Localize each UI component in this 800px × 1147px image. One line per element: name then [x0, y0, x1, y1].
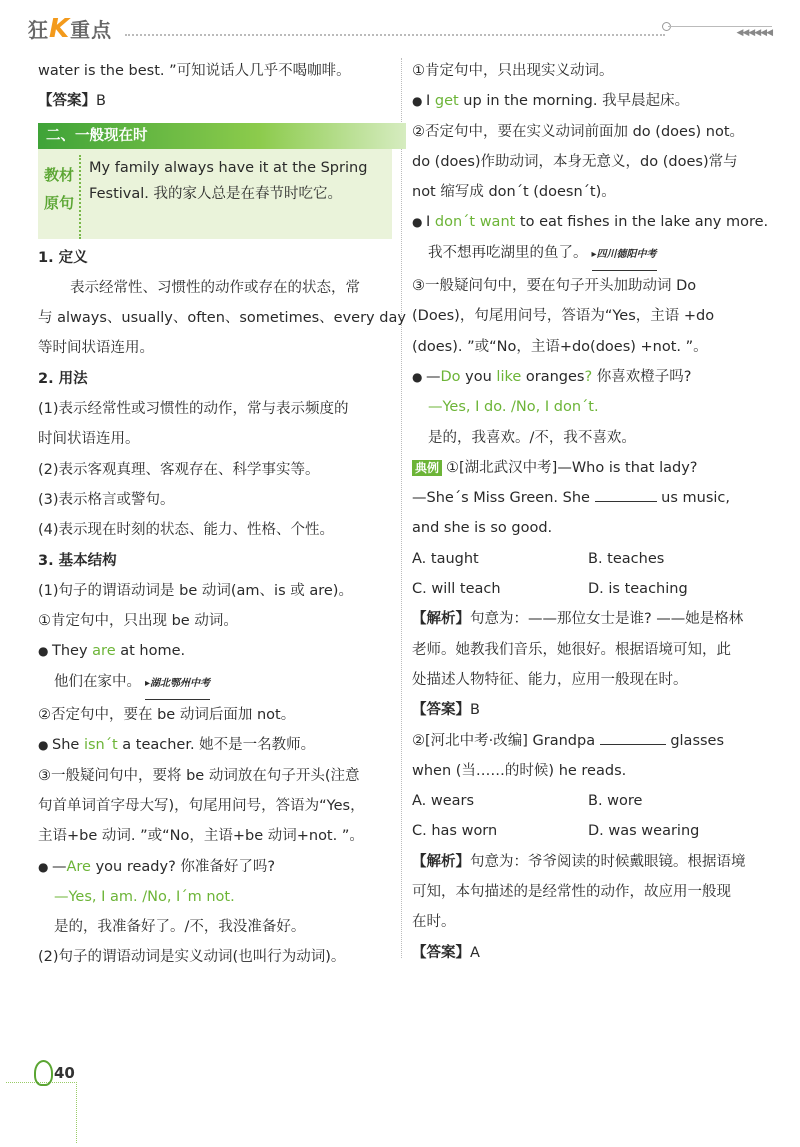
- example-answer: —Yes, I am. /No, I´m not.: [54, 888, 235, 905]
- lightbulb-icon: [34, 1060, 53, 1086]
- text-line: 在时。: [412, 914, 456, 931]
- text-line: (does). ”或“No，主语+do(does) +not. ”。: [412, 338, 708, 355]
- example-line: ● I don´t want to eat fishes in the lake any more.: [412, 207, 764, 237]
- option: A. wears: [412, 793, 475, 810]
- brand-logo: 狂K重点: [28, 14, 113, 44]
- option: C. has worn: [412, 823, 498, 840]
- exercise-1-options-row: [412, 544, 764, 574]
- text-line: (2)句子的谓语动词是实义动词(也叫行为动词)。: [38, 949, 346, 966]
- analysis-line: 【解析】句意为：——那位女士是谁? ——她是格林: [412, 611, 744, 628]
- bullet-icon: ●: [412, 215, 423, 230]
- text-line: 时间状语连用。: [38, 431, 140, 448]
- right-column: [412, 56, 769, 968]
- text-line: do (does)作助动词，本身无意义，do (does)常与: [412, 153, 738, 170]
- page-number: 40: [54, 1064, 75, 1082]
- text-line: water is the best. ”可知说话人几乎不喝咖啡。: [38, 63, 351, 79]
- example-answer: —Yes, I do. /No, I don´t.: [428, 399, 599, 416]
- option: D. is teaching: [588, 581, 688, 598]
- example-translation: 是的，我准备好了。/不，我没准备好。: [54, 919, 306, 936]
- option: B. teaches: [588, 550, 665, 567]
- text-line: 主语+be 动词. ”或“No，主语+be 动词+not. ”。: [38, 828, 364, 845]
- example-line: ● —Do you like oranges? 你喜欢橙子吗?: [412, 362, 764, 392]
- usage-title: 2. 用法: [38, 370, 88, 387]
- bullet-icon: ●: [38, 859, 49, 874]
- exercise-2-question: ②[河北中考·改编] Grandpa glasses: [412, 732, 725, 749]
- text-line: ①肯定句中，只出现实义动词。: [412, 63, 614, 79]
- example-line: ● —Are you ready? 你准备好了吗?: [38, 852, 390, 882]
- bullet-icon: ●: [412, 369, 423, 384]
- example-translation: 是的，我喜欢。/不，我不喜欢。: [428, 429, 636, 446]
- textbook-source-box: [38, 149, 392, 239]
- column-divider: [401, 58, 402, 958]
- text-line: 与 always、usually、often、sometimes、every day: [38, 310, 406, 327]
- option: D. was wearing: [588, 823, 700, 840]
- text-line: not 缩写成 don´t (doesn´t)。: [412, 184, 616, 201]
- header-dotted-rule: [125, 34, 665, 36]
- bullet-icon: ●: [38, 644, 49, 659]
- text-line: (1)表示经常性或习惯性的动作，常与表示频度的: [38, 401, 349, 418]
- exercise-1-blank-line: —She´s Miss Green. She us music,: [412, 490, 730, 507]
- analysis-line: 【解析】句意为：爷爷阅读的时候戴眼镜。根据语境: [412, 853, 746, 870]
- answer-blank: [600, 744, 666, 745]
- definition-title: 1. 定义: [38, 249, 88, 266]
- answer-line: 【答案】B: [38, 93, 106, 110]
- text-line: 老师。她教我们音乐，她很好。根据语境可知，此: [412, 641, 731, 658]
- text-line: and she is so good.: [412, 520, 553, 537]
- text-line: 表示经常性、习惯性的动作或存在的状态，常: [70, 279, 360, 296]
- option: B. wore: [588, 793, 643, 810]
- text-line: 句首单词首字母大写)，句尾用问号，答语为“Yes，: [38, 797, 365, 814]
- example-line: ● They are at home.: [38, 636, 390, 666]
- answer-line: 【答案】B: [412, 702, 480, 719]
- text-line: ②否定句中，要在实义动词前面加 do (does) not。: [412, 123, 745, 140]
- exam-source-tag: ▸四川德阳中考: [592, 240, 657, 271]
- source-sentence: My family always have it at the Spring Festival. 我的家人总是在春节时吃它。: [89, 159, 368, 202]
- answer-blank: [595, 501, 657, 502]
- example-badge: 典例: [412, 460, 442, 476]
- text-line: (Does)，句尾用问号，答语为“Yes，主语 +do: [412, 308, 715, 325]
- text-line: (2)表示客观真理、客观存在、科学事实等。: [38, 461, 320, 478]
- exam-source-tag: ▸湖北鄂州中考: [145, 669, 210, 700]
- text-line: ①肯定句中，只出现 be 动词。: [38, 613, 238, 630]
- text-line: (3)表示格言或警句。: [38, 491, 175, 508]
- source-label: 教材 原句: [44, 155, 81, 239]
- bullet-icon: ●: [38, 738, 49, 753]
- header-arrows-icon: ◀◀◀◀◀◀: [736, 28, 772, 38]
- text-line: 处描述人物特征、能力，应用一般现在时。: [412, 671, 688, 688]
- header-rule: [668, 26, 772, 27]
- example-line: ● I get up in the morning. 我早晨起床。: [412, 86, 764, 116]
- exercise-2-options-row: [412, 816, 764, 846]
- option: C. will teach: [412, 581, 501, 598]
- exercise-1-options-row: [412, 574, 764, 604]
- text-line: ③一般疑问句中，要在句子开头加助动词 Do: [412, 278, 697, 295]
- section-title: 二、一般现在时: [38, 123, 406, 149]
- example-line: ● She isn´t a teacher. 她不是一名教师。: [38, 730, 390, 760]
- text-line: (1)句子的谓语动词是 be 动词(am、is 或 are)。: [38, 582, 353, 599]
- example-translation: 我不想再吃湖里的鱼了。 ▸四川德阳中考: [412, 238, 764, 271]
- bullet-icon: ●: [412, 94, 423, 109]
- structure-title: 3. 基本结构: [38, 552, 117, 569]
- text-line: ②否定句中，要在 be 动词后面加 not。: [38, 707, 296, 724]
- text-line: ③一般疑问句中，要将 be 动词放在句子开头(注意: [38, 767, 360, 784]
- exercise-2-options-row: [412, 786, 764, 816]
- text-line: 可知，本句描述的是经常性的动作，故应用一般现: [412, 884, 731, 901]
- exercise-1-question: 典例 ①[湖北武汉中考]—Who is that lady?: [412, 453, 764, 483]
- example-translation: 他们在家中。 ▸湖北鄂州中考: [38, 667, 390, 700]
- text-line: (4)表示现在时刻的状态、能力、性格、个性。: [38, 522, 335, 539]
- answer-line: 【答案】A: [412, 944, 480, 961]
- footer-dotted-frame: [6, 1082, 77, 1143]
- text-line: when (当……的时候) he reads.: [412, 762, 627, 779]
- left-column: [38, 56, 406, 973]
- text-line: 等时间状语连用。: [38, 340, 154, 357]
- option: A. taught: [412, 550, 479, 567]
